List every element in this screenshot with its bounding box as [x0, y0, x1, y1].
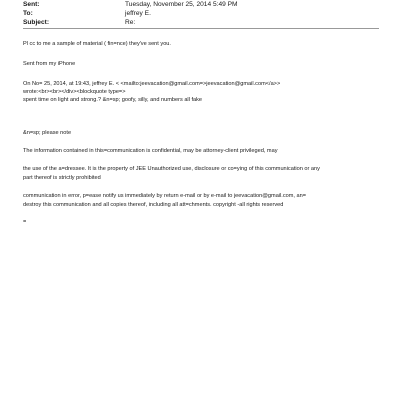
disclaimer-line-2: the use of the a=dressee. It is the property of JEE Unauthorized use, disclosure or co=ying of this communication or any: [23, 166, 320, 172]
disclaimer-line-3: part thereof is strictly prohibited: [23, 175, 101, 181]
subject-row: [23, 18, 383, 27]
subject-label: Subject:: [23, 19, 50, 26]
quote-line-3: spent time on light and strong.? &n=sp; goofy, silly, and numbers all fake: [23, 97, 203, 103]
subject-value: Re:: [125, 19, 136, 26]
to-label: To:: [23, 10, 33, 17]
disclaimer-line-1: The information contained in this=communication is confidential, may be attorney-client privileged, may: [23, 148, 278, 154]
disclaimer-line-5: destroy this communication and all copies thereof, including all att=chments. copyright -all rights reserved: [23, 202, 284, 208]
disclaimer-line-4: communication in error, p=ease notify us immediately by return e-mail or by e-mail to jeevacation@gmail.com, an=: [23, 193, 307, 199]
trailing-mark: =: [23, 219, 27, 225]
header-divider: [23, 28, 379, 29]
sent-value: Tuesday, November 25, 2014 5:49 PM: [125, 1, 238, 8]
quote-line-2: wrote:<br><br></div><blockquote type=>: [23, 89, 126, 95]
to-row: [23, 9, 383, 18]
quote-line-1: On No= 25, 2014, at 19:43, jeffrey E. < <mailto:jeevacation@gmail.com=>jeevacation@gmail.com</a>>: [23, 81, 281, 87]
request-line: Pl cc to me a sample of material ( fin=nce) they've sent you.: [23, 41, 171, 47]
sent-label: Sent:: [23, 1, 40, 8]
sent-row: [23, 0, 383, 9]
note-line: &n=sp; please note: [23, 130, 72, 136]
signature-line: Sent from my iPhone: [23, 61, 76, 67]
to-value: jeffrey E.: [125, 10, 151, 17]
